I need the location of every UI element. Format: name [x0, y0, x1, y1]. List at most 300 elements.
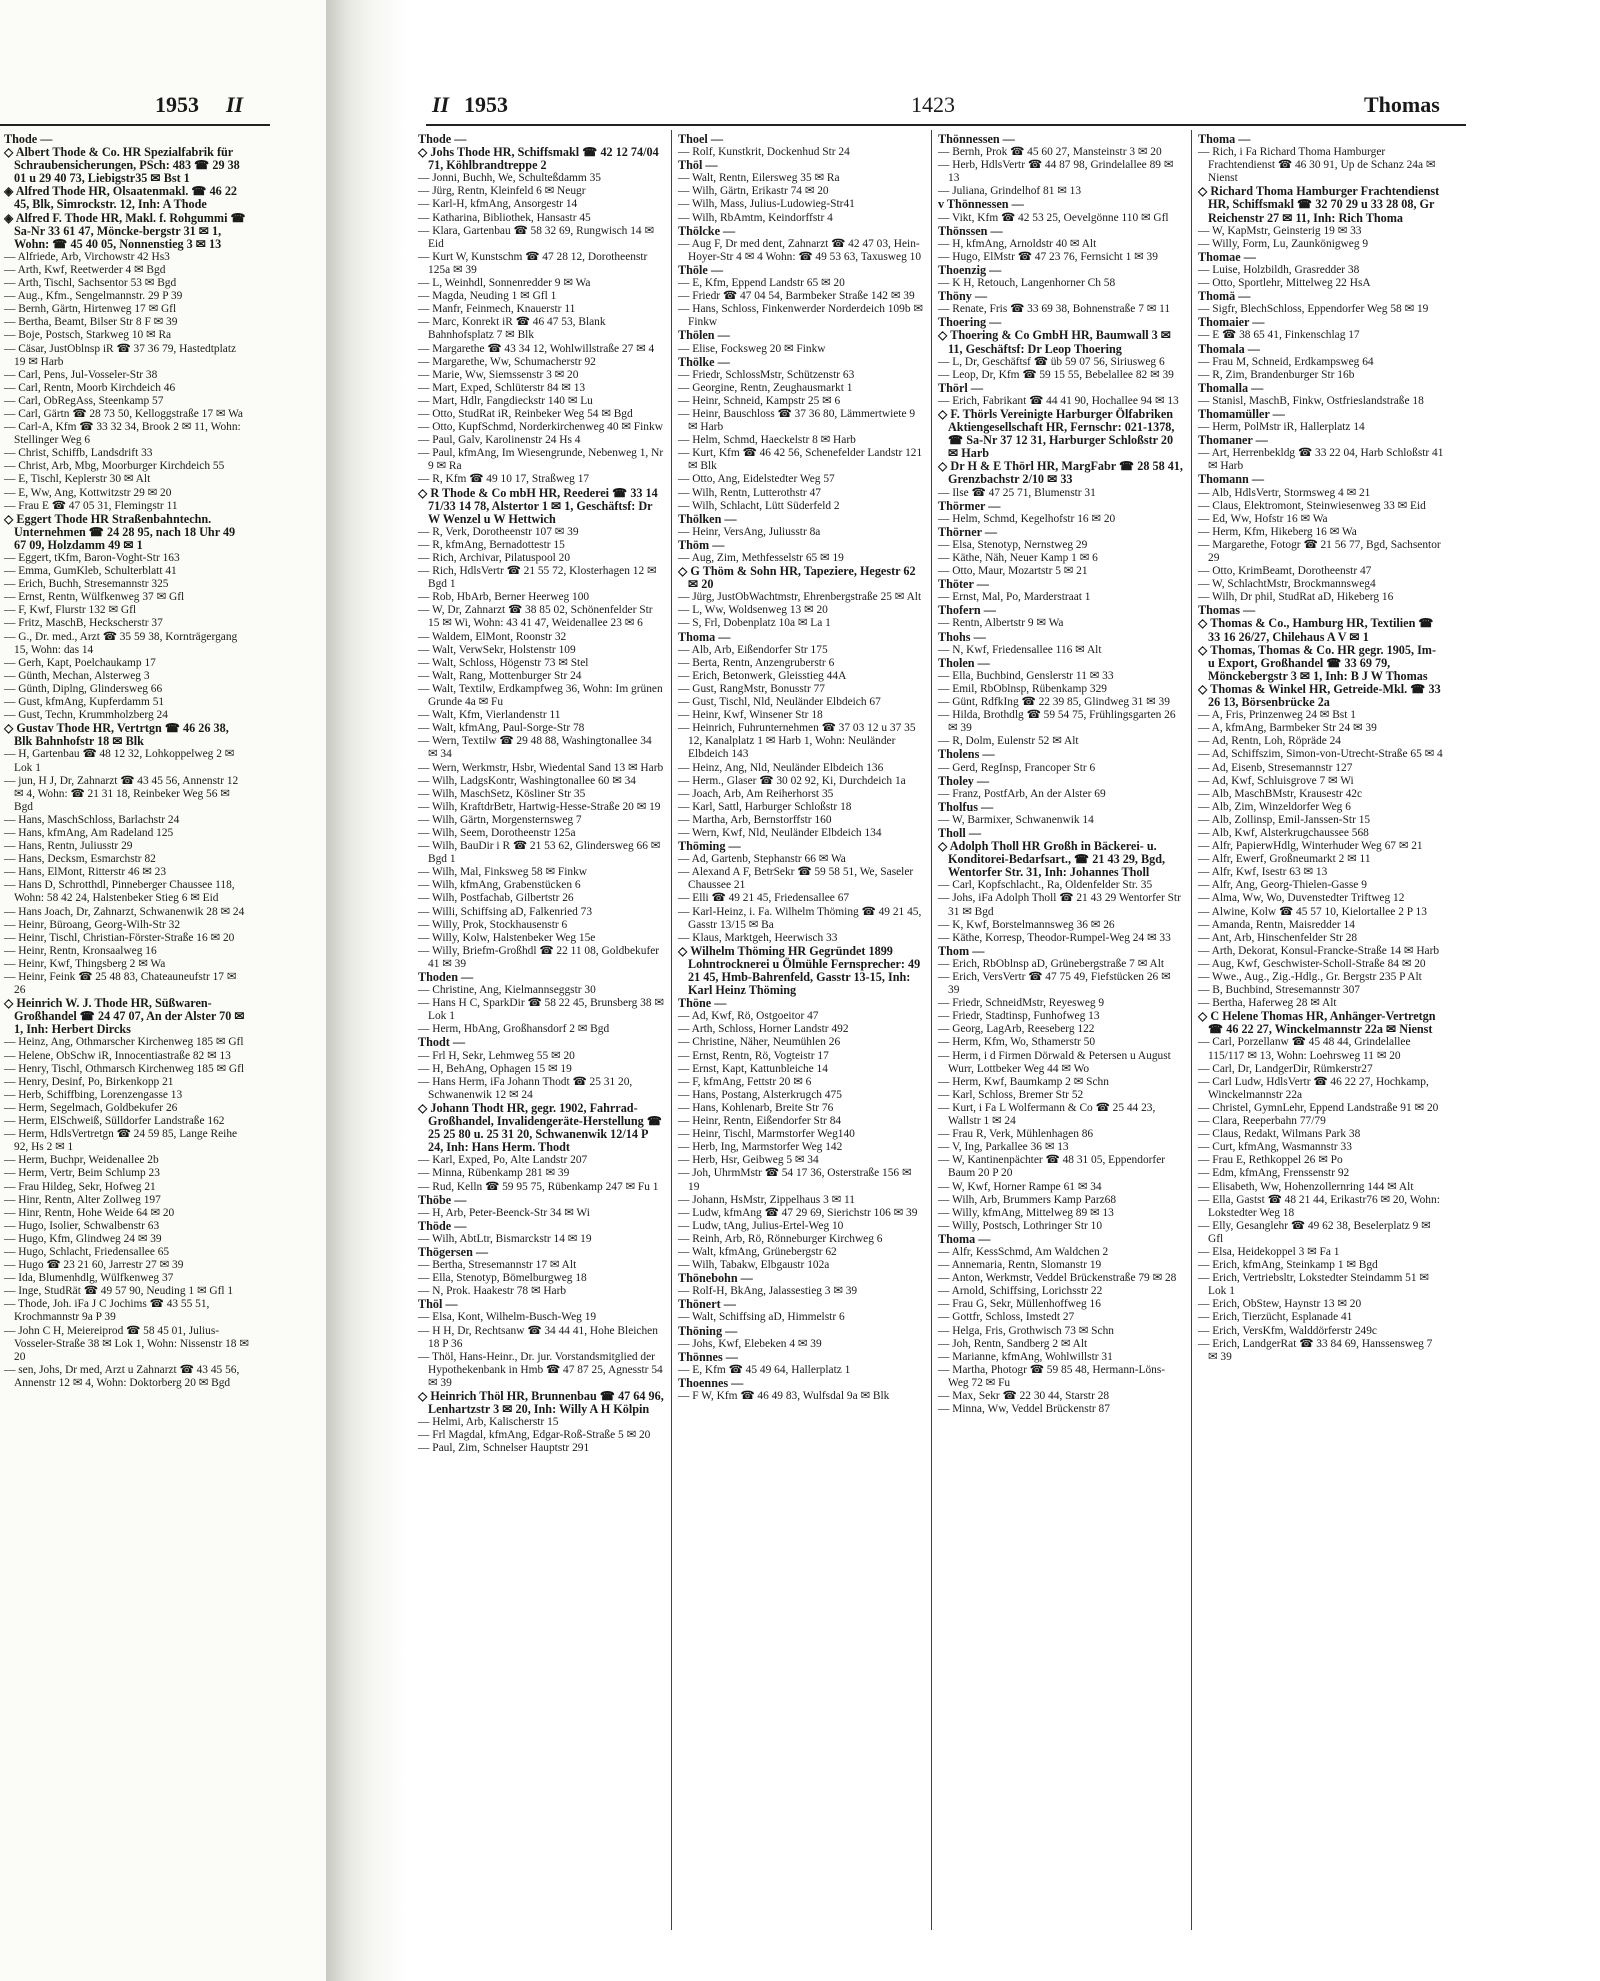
- directory-entry: — Carl, Pens, Jul-Vosseler-Str 38: [4, 368, 158, 381]
- left-header-year: 1953: [155, 92, 199, 117]
- directory-entry: — Karl, Schloss, Bremer Str 52: [938, 1088, 1084, 1101]
- directory-entry: — Anton, Werkmstr, Veddel Brückenstraße 79 ✉ 28: [938, 1272, 1177, 1285]
- directory-entry: Tholen —: [938, 655, 990, 670]
- directory-entry: — Vikt, Kfm ☎ 42 53 25, Oevelgönne 110 ✉ Gfl: [938, 211, 1169, 224]
- directory-entry: — Christ, Arb, Mbg, Moorburger Kirchdeich 55: [4, 460, 225, 473]
- directory-entry: — Otto, KupfSchmd, Norderkirchenweg 40 ✉ Finkw: [418, 421, 663, 434]
- directory-entry: — Erich, Betonwerk, Gleisstieg 44A: [678, 669, 847, 682]
- directory-entry: — Karl-H, kfmAng, Ansorgestr 14: [418, 198, 578, 211]
- directory-entry: — Walt, Schloss, Högenstr 73 ✉ Stel: [418, 656, 589, 669]
- directory-entry: — Rich, Archivar, Pilatuspool 20: [418, 552, 571, 564]
- directory-entry: — Aug F, Dr med dent, Zahnarzt ☎ 42 47 03, Hein-Hoyer-Str 4 ✉ 4 Wohn: ☎ 49 53 63, Taxusweg 10: [678, 237, 922, 263]
- directory-entry: — Friedr, SchlossMstr, Schützenstr 63: [678, 368, 855, 381]
- directory-entry: — E, Kfm ☎ 45 49 64, Hallerplatz 1: [678, 1363, 851, 1376]
- directory-entry: — Wilh, Rentn, Lutterothstr 47: [678, 486, 821, 499]
- directory-entry: — Alfr, PapierwHdlg, Winterhuder Weg 67 ✉ 21: [1198, 840, 1423, 853]
- directory-entry: — Wilh, Dr phil, StudRat aD, Hikeberg 16: [1198, 591, 1394, 604]
- directory-entry: — Hans, MaschSchloss, Barlachstr 24: [4, 813, 180, 826]
- directory-entry: — Hinr, Rentn, Hohe Weide 64 ✉ 20: [4, 1206, 175, 1219]
- directory-entry: Thoel —: [678, 132, 724, 146]
- directory-entry: — Karl, Sattl, Harburger Schloßstr 18: [678, 800, 852, 813]
- directory-entry: Thörner —: [938, 524, 998, 539]
- directory-entry: — John C H, Meiereiprod ☎ 58 45 01, Julius-Vosseler-Straße 38 ✉ Lok 1, Wohn: Nissenstr 18 ✉ 20: [4, 1324, 249, 1363]
- directory-entry: — Max, Sekr ☎ 22 30 44, Starstr 28: [938, 1390, 1110, 1402]
- directory-entry: — Ad, Kwf, Schluisgrove 7 ✉ Wi: [1198, 774, 1354, 787]
- directory-entry: — Rolf-H, BkAng, Jalassestieg 3 ✉ 39: [678, 1285, 858, 1298]
- directory-entry: ◇ Albert Thode & Co. HR Spezialfabrik für Schraubensicherungen, PSch: 483 ☎ 29 38 01 u 29 40 73, Liebigstr35 ✉ Bst 1: [4, 145, 240, 186]
- directory-entry: ◇ Thomas, Thomas & Co. HR gegr. 1905, Im- u Export, Großhandel ☎ 33 69 79, Mönckebergstr 3 ✉ 1, Inh: B J W Thomas: [1198, 642, 1437, 683]
- directory-entry: — Kurt W, Kunstschm ☎ 47 28 12, Dorotheenstr 125a ✉ 39: [418, 250, 648, 276]
- directory-entry: Thölen —: [678, 328, 730, 343]
- directory-entry: — Curt, kfmAng, Wasmannstr 33: [1198, 1141, 1352, 1154]
- directory-entry: — Boje, Postsch, Starkweg 10 ✉ Ra: [4, 329, 172, 342]
- directory-entry: — Gust, Tischl, Nld, Neuländer Elbdeich 67: [678, 696, 881, 709]
- directory-entry: — Mart, Exped, Schlüterstr 84 ✉ 13: [418, 381, 586, 394]
- directory-entry: Thomaier —: [1198, 315, 1265, 330]
- directory-entry: — Minna, Ww, Veddel Brückenstr 87: [938, 1403, 1110, 1416]
- directory-entry: — Wilh, LadgsKontr, Washingtonallee 60 ✉ 34: [418, 774, 636, 787]
- directory-entry: — Rud, Kelln ☎ 59 95 75, Rübenkamp 247 ✉ Fu 1: [418, 1180, 659, 1193]
- directory-entry: — Wern, Textilw ☎ 29 48 88, Washingtonallee 34 ✉ 34: [418, 735, 652, 761]
- directory-entry: Thöter —: [938, 577, 989, 592]
- directory-entry: Thomä —: [1198, 289, 1251, 304]
- header-keyword: Thomas: [1364, 92, 1440, 117]
- directory-entry: Thomalla —: [1198, 380, 1264, 395]
- directory-entry: — Helm, Schmd, Kegelhofstr 16 ✉ 20: [938, 512, 1116, 525]
- directory-entry: — Martha, Arb, Bernstorffstr 160: [678, 813, 832, 826]
- directory-entry: — jun, H J, Dr, Zahnarzt ☎ 43 45 56, Annenstr 12 ✉ 4, Wohn: ☎ 21 31 18, Reinbeker Weg 56 ✉ Bgd: [4, 774, 239, 813]
- directory-entry: Thoma —: [678, 629, 731, 644]
- directory-entry: Thöne —: [678, 996, 727, 1011]
- directory-entry: — Gust, Techn, Krummholzberg 24: [4, 709, 168, 722]
- directory-entry: — Wern, Kwf, Nld, Neuländer Elbdeich 134: [678, 826, 882, 839]
- directory-entry: — Otto, Maur, Mozartstr 5 ✉ 21: [938, 565, 1088, 578]
- directory-entry: — Amanda, Rentn, Maisredder 14: [1198, 918, 1355, 931]
- directory-entry: ◇ Wilhelm Thöming HR Gegründet 1899 Lohntrocknerei u Ölmühle Fernsprecher: 49 21 45, Hmb-Bahrenfeld, Gasstr 13-15, Inh: Karl Heinz Thöming: [678, 943, 921, 998]
- directory-entry: Thöl —: [418, 1297, 458, 1312]
- directory-entry: — Johs, iFa Adolph Tholl ☎ 21 43 29 Wentorfer Str 31 ✉ Bgd: [938, 892, 1181, 918]
- right-header-part: II: [432, 92, 450, 117]
- directory-entry: — Ella, Buchbind, Genslerstr 11 ✉ 33: [938, 669, 1114, 682]
- directory-entry: — Annemaria, Rentn, Slomanstr 19: [938, 1259, 1102, 1272]
- directory-entry: — Heinr, Rentn, Eißendorfer Str 84: [678, 1115, 842, 1128]
- directory-entry: Thörmer —: [938, 498, 1001, 513]
- directory-entry: — Arnold, Schiffsing, Lorichsstr 22: [938, 1285, 1103, 1298]
- directory-entry: — Ludw, tAng, Julius-Ertel-Weg 10: [678, 1219, 844, 1232]
- directory-entry: — Wilh, Arb, Brummers Kamp Parz68: [938, 1193, 1117, 1206]
- directory-entry: — Alb, MaschBMstr, Krausestr 42c: [1198, 787, 1363, 800]
- directory-entry: — Christ, Schiffb, Landsdrift 33: [4, 447, 153, 460]
- directory-entry: Thohs —: [938, 629, 986, 644]
- directory-entry: — Thöl, Hans-Heinr., Dr. jur. Vorstandsmitglied der Hypothekenbank in Hmb ☎ 47 87 25, Agnesstr 54 ✉ 39: [418, 1350, 663, 1389]
- directory-entry: — Willy, Form, Lu, Zaunkönigweg 9: [1198, 237, 1369, 250]
- directory-entry: ◇ Richard Thoma Hamburger Frachtendienst HR, Schiffsmakl ☎ 32 70 29 u 33 28 08, Gr Reichenstr 27 ✉ 11, Inh: Rich Thoma: [1198, 184, 1440, 225]
- directory-entry: — Otto, KrimBeamt, Dorotheenstr 47: [1198, 565, 1372, 578]
- directory-entry: Thönert —: [678, 1297, 736, 1312]
- directory-entry: — Heinr, Schneid, Kampstr 25 ✉ 6: [678, 394, 841, 407]
- directory-entry: Thomas —: [1198, 603, 1256, 618]
- directory-entry: — Berta, Rentn, Anzengruberstr 6: [678, 656, 835, 669]
- directory-entry: — Georg, LagArb, Reeseberg 122: [938, 1023, 1095, 1036]
- directory-entry: — E, Kfm, Eppend Landstr 65 ✉ 20: [678, 277, 845, 290]
- directory-entry: ◇ Gustav Thode HR, Vertrtgn ☎ 46 26 38, Blk Bahnhofstr 18 ✉ Blk: [4, 721, 229, 749]
- directory-entry: — Jürg, JustObWachtmstr, Ehrenbergstraße 25 ✉ Alt: [678, 591, 922, 604]
- directory-entry: — Hans Joach, Dr, Zahnarzt, Schwanenwik 28 ✉ 24: [4, 905, 245, 918]
- directory-entry: ◇ Thomas & Winkel HR, Getreide-Mkl. ☎ 33 26 13, Börsenbrücke 2a: [1198, 681, 1441, 710]
- directory-entry: — Eggert, tKfm, Baron-Voght-Str 163: [4, 552, 180, 564]
- directory-entry: — Joh, Rentn, Sandberg 2 ✉ Alt: [938, 1337, 1088, 1350]
- directory-entry: — Kurt, i Fa L Wolfermann & Co ☎ 25 44 23, Wallstr 1 ✉ 24: [938, 1101, 1156, 1128]
- directory-entry: — Wilh, Gärtn, Erikastr 74 ✉ 20: [678, 185, 829, 198]
- directory-entry: — Marianne, kfmAng, Wohlwillstr 31: [938, 1350, 1113, 1363]
- directory-entry: — Ed, Ww, Hofstr 16 ✉ Wa: [1198, 512, 1328, 525]
- directory-entry: — E ☎ 38 65 41, Finkenschlag 17: [1198, 329, 1360, 342]
- directory-entry: Thode —: [418, 132, 467, 146]
- directory-entry: — Elsa, Stenotyp, Nernstweg 29: [938, 538, 1088, 551]
- directory-entry: — Elisabeth, Ww, Hohenzollernring 144 ✉ Alt: [1198, 1180, 1414, 1193]
- directory-entry: — Wilh, Schlacht, Lütt Süderfeld 2: [678, 499, 840, 512]
- directory-entry: — Carl, Kopfschlacht., Ra, Oldenfelder Str. 35: [938, 879, 1153, 892]
- directory-entry: — Käthe, Korresp, Theodor-Rumpel-Weg 24 ✉ 33: [938, 931, 1171, 944]
- directory-entry: ◇ Johs Thode HR, Schiffsmakl ☎ 42 12 74/04 71, Köhlbrandtreppe 2: [418, 145, 659, 173]
- directory-entry: — Heinrich, Fuhrunternehmen ☎ 37 03 12 u 37 35 12, Kanalplatz 1 ✉ Harb 1, Wohn: Neuländer Elbdeich 143: [678, 722, 916, 761]
- directory-entry: — Aug, Zim, Methfesselstr 65 ✉ 19: [678, 552, 844, 564]
- directory-entry: — Edm, kfmAng, Frenssenstr 92: [1198, 1167, 1350, 1180]
- directory-entry: — W, Dr, Zahnarzt ☎ 38 85 02, Schönenfelder Str 15 ✉ Wi, Wohn: 43 41 47, Weidenallee 23 ✉ 6: [418, 604, 653, 630]
- directory-entry: — Ella, Stenotyp, Bömelburgweg 18: [418, 1272, 587, 1285]
- directory-entry: — Carl-A, Kfm ☎ 33 32 34, Brook 2 ✉ 11, Wohn: Stellinger Weg 6: [4, 421, 241, 447]
- directory-entry: — Stanisl, MaschB, Finkw, Ostfrieslandstraße 18: [1198, 394, 1424, 407]
- directory-entry: — Erich, VersVertr ☎ 47 75 49, Fiefstücken 26 ✉ 39: [938, 971, 1171, 997]
- directory-entry: — Rich, i Fa Richard Thoma Hamburger Frachtendienst ☎ 46 30 91, Up de Schanz 24a ✉ Nienst: [1198, 146, 1436, 185]
- directory-entry: — Franz, PostfArb, An der Alster 69: [938, 787, 1106, 800]
- directory-entry: — Hugo, ElMstr ☎ 47 23 76, Fernsicht 1 ✉ 39: [938, 250, 1158, 263]
- directory-entry: — Alb, HdlsVertr, Stormsweg 4 ✉ 21: [1198, 486, 1371, 499]
- directory-entry: — Heinz, Ang, Nld, Neuländer Elbdeich 136: [678, 761, 884, 774]
- directory-entry: — Bernh, Prok ☎ 45 60 27, Mansteinstr 3 ✉ 20: [938, 146, 1162, 159]
- directory-column-1: [4, 133, 250, 1390]
- directory-entry: — Margarethe, Fotogr ☎ 21 56 77, Bgd, Sachsentor 29: [1198, 538, 1441, 564]
- directory-entry: — Frau Hildeg, Sekr, Hofweg 21: [4, 1180, 156, 1193]
- directory-entry: — Katharina, Bibliothek, Hansastr 45: [418, 211, 591, 224]
- directory-entry: — Ad, Schiffszim, Simon-von-Utrecht-Straße 65 ✉ 4: [1198, 748, 1443, 761]
- directory-entry: — Magda, Neuding 1 ✉ Gfl 1: [418, 290, 557, 303]
- directory-entry: — Heinr, Kwf, Winsener Str 18: [678, 709, 823, 722]
- directory-entry: — Christel, GymnLehr, Eppend Landstraße 91 ✉ 20: [1198, 1101, 1439, 1114]
- directory-entry: ◇ F. Thörls Vereinigte Harburger Ölfabriken Aktiengesellschaft HR, Fernschr: 021-1378, ☎ Sa-Nr 37 12 31, Harburger Schloßstr 20 ✉ Harb: [938, 406, 1175, 461]
- directory-entry: — Bernh, Gärtn, Hirtenweg 17 ✉ Gfl: [4, 303, 177, 316]
- directory-entry: — Heinr, Kwf, Thingsberg 2 ✉ Wa: [4, 957, 166, 970]
- directory-entry: — Frau R, Verk, Mühlenhagen 86: [938, 1128, 1094, 1141]
- directory-entry: — Ernst, Kapt, Kattunbleiche 14: [678, 1062, 828, 1075]
- directory-entry: — Ella, Gastst ☎ 48 21 44, Erikastr76 ✉ 20, Wohn: Lokstedter Weg 18: [1198, 1193, 1440, 1219]
- directory-entry: — Alwine, Kolw ☎ 45 57 10, Kielortallee 2 P 13: [1198, 905, 1427, 918]
- directory-entry: ◇ Eggert Thode HR Straßenbahntechn. Unternehmen ☎ 24 28 95, nach 18 Uhr 49 67 09, Holzdamm 49 ✉ 1: [4, 511, 236, 552]
- directory-entry: — Aug., Kfm., Sengelmannstr. 29 P 39: [4, 290, 183, 303]
- directory-column-2: [418, 133, 664, 1455]
- directory-entry: — Ernst, Mal, Po, Marderstraat 1: [938, 591, 1091, 604]
- directory-entry: — Herm, i d Firmen Dörwald & Petersen u August Wurr, Lottbeker Weg 44 ✉ Wo: [938, 1049, 1171, 1075]
- directory-entry: — Rob, HbArb, Berner Heerweg 100: [418, 591, 590, 604]
- directory-entry: — Hans, Kohlenarb, Breite Str 76: [678, 1101, 834, 1114]
- directory-entry: Thomae —: [1198, 249, 1256, 264]
- directory-entry: — Käthe, Näh, Neuer Kamp 1 ✉ 6: [938, 552, 1098, 564]
- directory-entry: Thöde —: [418, 1218, 467, 1233]
- directory-entry: — Luise, Holzbildh, Grasredder 38: [1198, 263, 1360, 276]
- directory-entry: — Erich, Vertriebsltr, Lokstedter Steindamm 51 ✉ Lok 1: [1198, 1272, 1429, 1298]
- directory-entry: — Willy, Prok, Stockhausenstr 6: [418, 918, 568, 931]
- left-page-header: [0, 92, 270, 122]
- directory-entry: — W, SchlachtMstr, Brockmannsweg4: [1198, 578, 1376, 591]
- directory-entry: — Klaus, Marktgeh, Heerwisch 33: [678, 931, 838, 944]
- directory-entry: — Wilh, Seem, Dorotheenstr 125a: [418, 826, 576, 839]
- directory-entry: — Hugo, Schlacht, Friedensallee 65: [4, 1245, 170, 1258]
- directory-entry: — Wilh, Mal, Finksweg 58 ✉ Finkw: [418, 866, 587, 879]
- directory-entry: — Elsa, Kont, Wilhelm-Busch-Weg 19: [418, 1311, 597, 1324]
- directory-entry: — Walt, Rentn, Eilersweg 35 ✉ Ra: [678, 172, 840, 185]
- directory-entry: — E, Tischl, Keplerstr 30 ✉ Alt: [4, 473, 151, 486]
- directory-entry: — Paul, kfmAng, Im Wiesengrunde, Nebenweg 1, Nr 9 ✉ Ra: [418, 447, 664, 473]
- directory-entry: — Claus, Redakt, Wilmans Park 38: [1198, 1128, 1361, 1141]
- directory-entry: — Elli ☎ 49 21 45, Friedensallee 67: [678, 892, 850, 905]
- directory-entry: — Erich, ObStew, Haynstr 13 ✉ 20: [1198, 1298, 1362, 1311]
- directory-entry: — Kurt, Kfm ☎ 46 42 56, Schenefelder Landstr 121 ✉ Blk: [678, 447, 923, 473]
- directory-entry: — Carl, Dr, LandgerDir, Rümkerstr27: [1198, 1062, 1373, 1075]
- directory-entry: ◈ Alfred Thode HR, Olsaatenmakl. ☎ 46 22 45, Blk, Simrockstr. 12, Inh: A Thode: [4, 184, 238, 212]
- directory-column-4: [938, 133, 1184, 1416]
- directory-entry: — Margarethe ☎ 43 34 12, Wohlwillstraße 27 ✉ 4: [418, 342, 655, 355]
- directory-entry: — Arth, Kwf, Reetwerder 4 ✉ Bgd: [4, 263, 166, 276]
- directory-entry: — K H, Retouch, Langenhorner Ch 58: [938, 277, 1116, 290]
- directory-entry: — Marie, Ww, Siemssenstr 3 ✉ 20: [418, 368, 579, 381]
- directory-entry: Thöning —: [678, 1323, 738, 1338]
- directory-entry: Thölcke —: [678, 223, 736, 238]
- directory-entry: — R, Verk, Dorotheenstr 107 ✉ 39: [418, 525, 579, 538]
- directory-entry: — Friedr, Stadtinsp, Funhofweg 13: [938, 1010, 1100, 1023]
- directory-entry: — Gerh, Kapt, Poelchaukamp 17: [4, 656, 156, 669]
- directory-entry: — N, Kwf, Friedensallee 116 ✉ Alt: [938, 643, 1102, 656]
- right-page-header: [406, 92, 1456, 122]
- directory-entry: — Erich, kfmAng, Steinkamp 1 ✉ Bgd: [1198, 1259, 1378, 1272]
- directory-entry: — Carl, Porzellanw ☎ 45 48 44, Grindelallee 115/117 ✉ 13, Wohn: Loehrsweg 11 ✉ 20: [1198, 1036, 1411, 1062]
- directory-entry: — Heinr, Büroang, Georg-Wilh-Str 32: [4, 918, 181, 931]
- directory-entry: — Georgine, Rentn, Zeughausmarkt 1: [678, 381, 853, 394]
- directory-entry: — W, Kantinenpächter ☎ 48 31 05, Eppendorfer Baum 20 P 20: [938, 1154, 1166, 1180]
- directory-entry: Thoma —: [938, 1231, 991, 1246]
- directory-entry: — Ernst, Rentn, Wülfkenweg 37 ✉ Gfl: [4, 591, 185, 604]
- column-divider: [1191, 130, 1192, 1930]
- directory-entry: — Renate, Fris ☎ 33 69 38, Bohnenstraße 7 ✉ 11: [938, 303, 1171, 316]
- directory-entry: — Elly, Gesanglehr ☎ 49 62 38, Beselerplatz 9 ✉ Gfl: [1198, 1219, 1431, 1245]
- directory-entry: — Walt, kfmAng, Grünebergstr 62: [678, 1245, 837, 1258]
- directory-entry: — Otto, Sportlehr, Mittelweg 22 HsA: [1198, 277, 1371, 290]
- directory-entry: — Ida, Blumenhdlg, Wülfkenweg 37: [4, 1272, 174, 1285]
- directory-entry: — Juliana, Grindelhof 81 ✉ 13: [938, 185, 1082, 198]
- directory-entry: — H, kfmAng, Arnoldstr 40 ✉ Alt: [938, 237, 1097, 250]
- page-number: 1423: [911, 92, 955, 117]
- directory-entry: — Erich, Fabrikant ☎ 44 41 90, Hochallee 94 ✉ 13: [938, 394, 1179, 407]
- directory-entry: — Joh, UhrmMstr ☎ 54 17 36, Osterstraße 156 ✉ 19: [678, 1167, 912, 1193]
- directory-entry: Thöny —: [938, 289, 988, 304]
- directory-entry: — Heinr, Tischl, Christian-Förster-Straße 16 ✉ 20: [4, 931, 235, 944]
- directory-entry: Thofern —: [938, 603, 996, 618]
- directory-entry: — Carl, ObRegAss, Steenkamp 57: [4, 394, 164, 407]
- directory-entry: — Hans Herm, iFa Johann Thodt ☎ 25 31 20, Schwanenwik 12 ✉ 24: [418, 1075, 633, 1101]
- directory-entry: Thölken —: [678, 511, 737, 526]
- directory-entry: — Otto, Ang, Eidelstedter Weg 57: [678, 473, 835, 486]
- directory-entry: — Klara, Gartenbau ☎ 58 32 69, Rungwisch 14 ✉ Eid: [418, 224, 654, 250]
- directory-entry: — Karl, Exped, Po, Alte Landstr 207: [418, 1154, 588, 1167]
- directory-entry: — Joach, Arb, Am Reiherhorst 35: [678, 787, 834, 800]
- directory-entry: — R, Kfm ☎ 49 10 17, Straßweg 17: [418, 473, 590, 486]
- directory-entry: ◇ Heinrich W. J. Thode HR, Süßwaren-Großhandel ☎ 24 47 07, An der Alster 70 ✉ 1, Inh: Herbert Dircks: [4, 996, 245, 1037]
- directory-entry: — Erich, RbOblnsp aD, Grünebergstraße 7 ✉ Alt: [938, 957, 1165, 970]
- directory-entry: — Erich, VersKfm, Walddörferstr 249c: [1198, 1324, 1377, 1337]
- directory-entry: — K, Kwf, Borstelmannsweg 36 ✉ 26: [938, 918, 1115, 931]
- directory-entry: Thönnessen —: [938, 132, 1015, 146]
- directory-entry: ◇ Thoering & Co GmbH HR, Baumwall 3 ✉ 11, Geschäftsf: Dr Leop Thoering: [938, 328, 1171, 356]
- directory-entry: — Hilda, Brothdlg ☎ 59 54 75, Frühlingsgarten 26 ✉ 39: [938, 709, 1176, 735]
- directory-entry: — H H, Dr, Rechtsanw ☎ 34 44 41, Hohe Bleichen 18 P 36: [418, 1324, 658, 1350]
- directory-entry: — Heinr, Tischl, Marmstorfer Weg140: [678, 1128, 855, 1141]
- directory-entry: — Waldem, ElMont, Roonstr 32: [418, 630, 567, 643]
- directory-entry: — A, kfmAng, Barmbeker Str 24 ✉ 39: [1198, 722, 1377, 735]
- directory-entry: Thoden —: [418, 970, 474, 984]
- directory-entry: — Ludw, kfmAng ☎ 47 29 69, Sierichstr 106 ✉ 39: [678, 1206, 918, 1219]
- directory-entry: — Hans H C, SparkDir ☎ 58 22 45, Brunsberg 38 ✉ Lok 1: [418, 997, 664, 1023]
- directory-entry: — Hans, Postang, Alsterkrugch 475: [678, 1088, 842, 1101]
- directory-entry: — Günth, Mechan, Alsterweg 3: [4, 669, 150, 682]
- column-divider: [671, 130, 672, 1930]
- directory-entry: — Herm, Buchpr, Weidenallee 2b: [4, 1154, 159, 1167]
- directory-entry: — Alb, Zim, Winzeldorfer Weg 6: [1198, 800, 1351, 813]
- directory-entry: — Clara, Reeperbahn 77/79: [1198, 1115, 1326, 1128]
- directory-entry: — Wilh, AbtLtr, Bismarckstr 14 ✉ 19: [418, 1232, 592, 1245]
- directory-entry: — Willy, Postsch, Lothringer Str 10: [938, 1219, 1103, 1232]
- directory-entry: — Wilh, KraftdrBetr, Hartwig-Hesse-Straße 20 ✉ 19: [418, 800, 661, 813]
- directory-entry: — Herm, Segelmach, Goldbekufer 26: [4, 1101, 178, 1114]
- directory-entry: — Ad, Kwf, Rö, Ostgoeitor 47: [678, 1010, 819, 1023]
- directory-entry: — Emil, RbOblnsp, Rübenkamp 329: [938, 682, 1107, 695]
- directory-entry: — Ernst, Rentn, Rö, Vogteistr 17: [678, 1049, 829, 1062]
- directory-entry: Thomann —: [1198, 472, 1265, 487]
- directory-entry: — Herm, Kfm, Wo, Sthamerstr 50: [938, 1036, 1096, 1049]
- directory-entry: — Herb, Ing, Marmstorfer Weg 142: [678, 1141, 843, 1154]
- directory-entry: — R, kfmAng, Bernadottestr 15: [418, 538, 565, 551]
- directory-entry: Thodt —: [418, 1035, 466, 1050]
- directory-entry: — Mart, Hdlr, Fangdieckstr 140 ✉ Lu: [418, 394, 593, 407]
- directory-entry: ◇ Adolph Tholl HR Großh in Bäckerei- u. Konditorei-Bedarfsart., ☎ 21 43 29, Bgd, Wentorfer Str. 31, Inh: Johannes Tholl: [938, 839, 1166, 880]
- directory-entry: — Ad, Eisenb, Stresemannstr 127: [1198, 761, 1353, 774]
- directory-entry: Tholens —: [938, 747, 995, 762]
- directory-entry: — Walt, VerwSekr, Holstenstr 109: [418, 643, 576, 656]
- directory-entry: — W, KapMstr, Geinsterig 19 ✉ 33: [1198, 224, 1362, 237]
- directory-entry: — Hans, Schloss, Finkenwerder Norderdeich 109b ✉ Finkw: [678, 303, 923, 329]
- directory-entry: — Hugo, Isolier, Schwalbenstr 63: [4, 1219, 160, 1232]
- directory-entry: — Willy, kfmAng, Mittelweg 89 ✉ 13: [938, 1206, 1114, 1219]
- directory-entry: Thoenzig —: [938, 262, 1002, 277]
- directory-entry: — Herm, ElSchweiß, Sülldorfer Landstraße 162: [4, 1115, 225, 1128]
- directory-entry: — Arth, Tischl, Sachsentor 53 ✉ Bgd: [4, 277, 177, 290]
- left-page: [0, 0, 327, 1981]
- directory-entry: — Frl Magdal, kfmAng, Edgar-Roß-Straße 5 ✉ 20: [418, 1429, 651, 1442]
- directory-entry: — Marc, Konrekt iR ☎ 46 47 53, Blank Bahnhofsplatz 7 ✉ Blk: [418, 316, 606, 342]
- directory-entry: — Rich, HdlsVertr ☎ 21 55 72, Klosterhagen 12 ✉ Bgd 1: [418, 565, 657, 591]
- directory-entry: — Henry, Tischl, Othmarsch Kirchenweg 185 ✉ Gfl: [4, 1062, 245, 1075]
- directory-entry: — Günt, RdfkIng ☎ 22 39 85, Glindweg 31 ✉ 39: [938, 696, 1170, 709]
- directory-entry: Thöl —: [678, 158, 718, 173]
- directory-entry: Thoennes —: [678, 1375, 744, 1390]
- directory-entry: — Claus, Elektromont, Steinwiesenweg 33 ✉ Eid: [1198, 499, 1426, 512]
- directory-entry: — Hinr, Rentn, Alter Zollweg 197: [4, 1193, 161, 1206]
- directory-entry: — Rolf, Kunstkrit, Dockenhud Str 24: [678, 146, 850, 159]
- directory-entry: — Frau E, Rethkoppel 26 ✉ Po: [1198, 1154, 1343, 1167]
- directory-entry: — Aug, Kwf, Geschwister-Scholl-Straße 84 ✉ 20: [1198, 957, 1426, 970]
- directory-entry: — Friedr, SchneidMstr, Reyesweg 9: [938, 997, 1105, 1010]
- directory-entry: — Alb, Arb, Eißendorfer Str 175: [678, 643, 828, 656]
- directory-entry: Thörl —: [938, 380, 984, 395]
- directory-entry: — Leop, Dr, Kfm ☎ 59 15 55, Bebelallee 82 ✉ 39: [938, 368, 1174, 381]
- directory-entry: — Helene, ObSchw iR, Innocentiastraße 82 ✉ 13: [4, 1049, 231, 1062]
- directory-entry: — Heinr, Rentn, Kronsaalweg 16: [4, 944, 157, 957]
- directory-entry: Thögersen —: [418, 1244, 489, 1259]
- directory-entry: — Reinh, Arb, Rö, Rönneburger Kirchweg 6: [678, 1232, 883, 1245]
- directory-entry: — Inge, StudRät ☎ 49 57 90, Neuding 1 ✉ Gfl 1: [4, 1285, 234, 1298]
- directory-entry: — Ilse ☎ 47 25 71, Blumenstr 31: [938, 486, 1096, 499]
- directory-entry: — Emma, GumKleb, Schulterblatt 41: [4, 565, 177, 578]
- directory-entry: — Hans, kfmAng, Am Radeland 125: [4, 826, 174, 839]
- directory-entry: — Elsa, Heidekoppel 3 ✉ Fa 1: [1198, 1245, 1340, 1258]
- directory-entry: Thönssen —: [938, 223, 1003, 238]
- directory-entry: — Alfr, Ang, Georg-Thielen-Gasse 9: [1198, 879, 1367, 892]
- directory-entry: Thomala —: [1198, 341, 1260, 356]
- directory-entry: — Wilh, BauDir i R ☎ 21 53 62, Glindersweg 66 ✉ Bgd 1: [418, 840, 661, 866]
- directory-entry: — Jonni, Buchh, We, Schulteßdamm 35: [418, 172, 602, 185]
- directory-entry: — Willy, Briefm-Großhdl ☎ 22 11 08, Goldbekufer 41 ✉ 39: [418, 944, 660, 970]
- directory-entry: — Heinr, Feink ☎ 25 48 83, Chateauneufstr 17 ✉ 26: [4, 971, 237, 997]
- right-header-year: 1953: [464, 92, 508, 117]
- directory-entry: — Paul, Galv, Karolinenstr 24 Hs 4: [418, 434, 581, 447]
- directory-entry: Thöle —: [678, 262, 724, 277]
- directory-entry: — Christine, Ang, Kielmannseggstr 30: [418, 984, 596, 997]
- directory-entry: ◇ G Thöm & Sohn HR, Tapeziere, Hegestr 62 ✉ 20: [678, 564, 916, 592]
- left-header-part: II: [226, 92, 244, 117]
- directory-entry: — Thode, Joh. iFa J C Jochims ☎ 43 55 51, Krochmannstr 9a P 39: [4, 1298, 210, 1324]
- directory-entry: — Frau G, Sekr, Müllenhoffweg 16: [938, 1298, 1101, 1311]
- directory-entry: — R, Dolm, Eulenstr 52 ✉ Alt: [938, 735, 1079, 748]
- directory-entry: — Ad, Gartenb, Stephanstr 66 ✉ Wa: [678, 853, 846, 866]
- directory-entry: — W, Kwf, Horner Rampe 61 ✉ 34: [938, 1180, 1102, 1193]
- directory-entry: — Helmi, Arb, Kalischerstr 15: [418, 1416, 559, 1429]
- directory-entry: — Hans D, Schrotthdl, Pinneberger Chaussee 118, Wohn: 58 42 24, Halstenbeker Stieg 6 ✉ Eid: [4, 879, 235, 905]
- directory-entry: — Carl, Gärtn ☎ 28 73 50, Kelloggstraße 17 ✉ Wa: [4, 407, 243, 420]
- directory-entry: — Walt, Textilw, Erdkampfweg 36, Wohn: Im grünen Grunde 4a ✉ Fu: [418, 682, 663, 709]
- directory-entry: Thomaner —: [1198, 433, 1268, 448]
- directory-entry: — Wern, Werkmstr, Hsbr, Wiedental Sand 13 ✉ Harb: [418, 761, 664, 774]
- directory-entry: — Alfr, KessSchmd, Am Waldchen 2: [938, 1245, 1109, 1258]
- directory-entry: — Otto, StudRat iR, Reinbeker Weg 54 ✉ Bgd: [418, 407, 633, 420]
- directory-entry: — Arth, Schloss, Horner Landstr 492: [678, 1023, 849, 1036]
- directory-entry: — F, Kwf, Flurstr 132 ✉ Gfl: [4, 604, 137, 617]
- directory-entry: — B, Buchbind, Stresemannstr 307: [1198, 984, 1360, 997]
- directory-entry: — Frau M, Schneid, Erdkampsweg 64: [1198, 355, 1374, 368]
- directory-entry: — Wilh, Tabakw, Elbgaustr 102a: [678, 1259, 830, 1272]
- directory-entry: Thönebohn —: [678, 1271, 753, 1286]
- directory-entry: — Alb, Kwf, Alsterkrugchaussee 568: [1198, 826, 1369, 839]
- directory-entry: — sen, Johs, Dr med, Arzt u Zahnarzt ☎ 43 45 56, Annenstr 12 ✉ 4, Wohn: Doktorberg 20 ✉ Bgd: [4, 1363, 240, 1389]
- directory-entry: — Margarethe, Ww, Schumacherstr 92: [418, 355, 596, 368]
- directory-entry: — Gust, kfmAng, Kupferdamm 51: [4, 696, 165, 709]
